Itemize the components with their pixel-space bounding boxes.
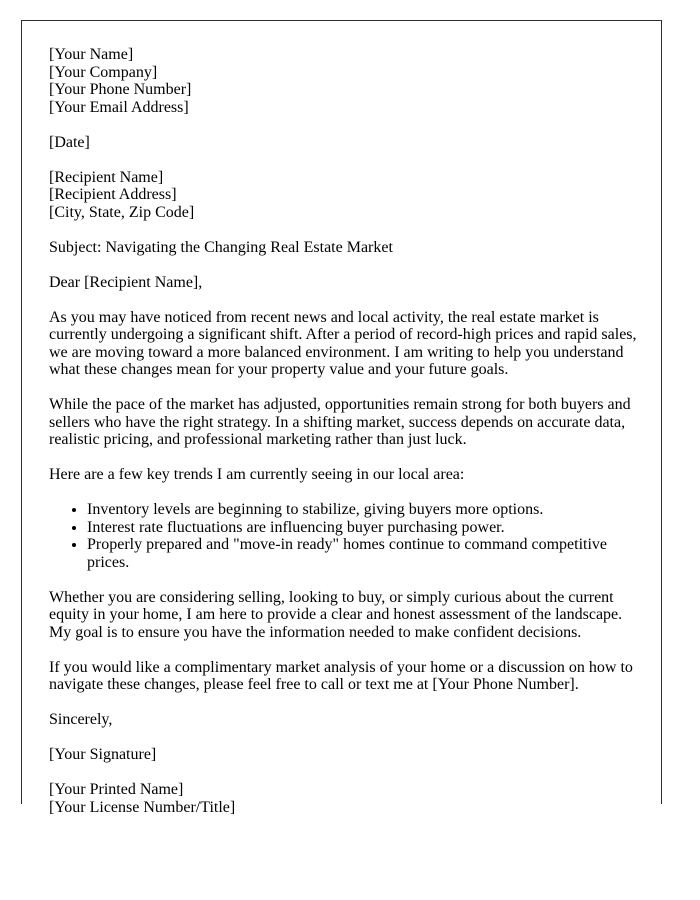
paragraph-trends-intro: Here are a few key trends I am currently seeing in our local area: (49, 466, 465, 483)
paragraph-market-shift: As you may have noticed from recent news and local activity, the real estate market is currently undergoing a significant shift. After a period of record-high prices and rapid sales, we are moving toward a more balanced environment. I am writing to help you understand what these changes mean for your property value and your future goals. (49, 308, 637, 378)
printed-name-block-line: [Your License Number/Title] (49, 798, 236, 816)
sender-info-line: [Your Phone Number] (49, 81, 192, 98)
letter-body (22, 21, 661, 816)
date (49, 134, 637, 152)
date-line: [Date] (49, 133, 90, 151)
paragraph-offer: Whether you are considering selling, looking to buy, or simply curious about the current equity in your home, I am here to provide a clear and honest assessment of the landscape. My goal is to ensure you have the information needed to make confident decisions. (49, 588, 623, 641)
paragraph-call-to-action: If you would like a complimentary market analysis of your home or a discussion on how to navigate these changes, please feel free to call or text me at [Your Phone Number]. (49, 658, 633, 693)
sender-info-line: [Your Company] (49, 63, 158, 81)
salutation (49, 274, 637, 292)
sender-info-line: [Your Email Address] (49, 98, 189, 116)
recipient-info-line: [City, State, Zip Code] (49, 203, 195, 221)
printed-name-block-line: [Your Printed Name] (49, 781, 184, 798)
subject (49, 239, 637, 257)
recipient-info (49, 169, 637, 222)
closing-line: Sincerely, (49, 711, 113, 728)
trend-list-item: • Properly prepared and "move-in ready" homes continue to command competitive prices. (87, 536, 637, 571)
trend-list-item: • Interest rate fluctuations are influencing buyer purchasing power. (87, 519, 637, 537)
letter-frame (21, 20, 662, 816)
sender-info-line: [Your Name] (49, 46, 134, 63)
recipient-info-line: [Recipient Address] (49, 186, 177, 203)
subject-line: Subject: Navigating the Changing Real Estate Market (49, 238, 393, 256)
closing (49, 711, 637, 729)
trend-list (49, 501, 637, 571)
sender-info (49, 46, 637, 116)
signature (49, 746, 637, 764)
trend-list-item: • Inventory levels are beginning to stabilize, giving buyers more options. (87, 501, 637, 519)
salutation-line: Dear [Recipient Name], (49, 273, 203, 291)
signature-line: [Your Signature] (49, 746, 157, 763)
printed-name-block (49, 781, 637, 816)
paragraph-opportunities: While the pace of the market has adjusted, opportunities remain strong for both buyers and sellers who have the right strategy. In a shifting market, success depends on accurate data, realistic pricing, and professional marketing rather than just luck. (49, 396, 631, 448)
recipient-info-line: [Recipient Name] (49, 168, 164, 186)
